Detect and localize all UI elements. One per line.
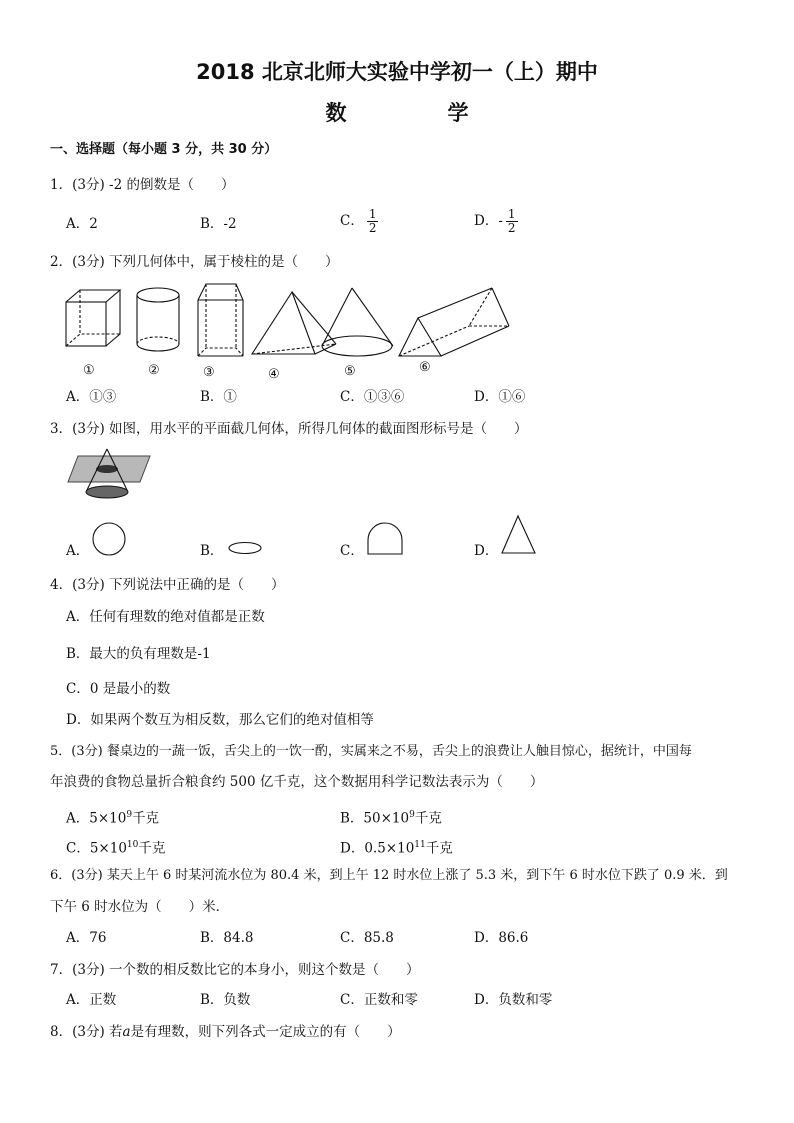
q6-option-a: A．76 <box>66 930 107 946</box>
solid-label-3: ③ <box>203 365 215 380</box>
q5-option-a: A．$5\times 10^9$千克 <box>66 810 160 827</box>
q6-option-c: C．85.8 <box>340 930 394 946</box>
triangle-shape <box>500 514 538 556</box>
prism-3-shape <box>198 284 243 356</box>
cone-cut-figure <box>66 446 156 502</box>
circle-shape <box>92 522 128 556</box>
question-7-stem: 7．(3分) 一个数的相反数比它的本身小，则这个数是（ ） <box>50 962 420 978</box>
q5-option-d: D．$0.5\times 10^{11}$千克 <box>340 840 453 857</box>
q2-option-c: C．①③⑥ <box>340 389 405 405</box>
q5-option-b: B．$50\times 10^9$千克 <box>340 810 442 827</box>
q1-option-d: D．- $\frac{1}{2}$ <box>474 207 516 235</box>
question-2-stem: 2．(3分) 下列几何体中，属于棱柱的是（ ） <box>50 254 339 270</box>
q7-option-a: A．正数 <box>66 992 117 1008</box>
fraction: $\frac{1}{2}$ <box>507 207 516 235</box>
q1-option-c: C． $\frac{1}{2}$ <box>340 207 377 235</box>
q3-option-a: A． <box>66 543 90 559</box>
arch-shape <box>366 522 406 556</box>
q4-option-a: A．任何有理数的绝对值都是正数 <box>66 609 265 625</box>
q3-option-d: D． <box>474 543 499 559</box>
question-6-stem-line1: 6．(3分) 某天上午 6 时某河流水位为 80.4 米，到上午 12 时水位上涨了 5.3 米，到下午 6 时水位下跌了 0.9 米．到 <box>50 868 728 883</box>
q4-option-d: D．如果两个数互为相反数，那么它们的绝对值相等 <box>66 712 374 728</box>
question-5-stem-line2: 年浪费的食物总量折合粮食约 500 亿千克，这个数据用科学记数法表示为（ ） <box>50 774 544 790</box>
cylinder-shape <box>137 288 179 351</box>
question-8-stem: 8．(3分) 若a是有理数，则下列各式一定成立的有（ ） <box>50 1024 401 1040</box>
q6-option-d: D．86.6 <box>474 930 529 946</box>
exam-subject: 数 学 <box>325 101 509 125</box>
q2-option-a: A．①③ <box>66 389 117 405</box>
question-4-stem: 4．(3分) 下列说法中正确的是（ ） <box>50 577 285 593</box>
ellipse-shape <box>228 541 264 555</box>
section-heading: 一、选择题（每小题 3 分，共 30 分） <box>50 142 278 157</box>
triangular-prism-shape <box>399 288 509 356</box>
q1-option-b: B．-2 <box>200 216 237 232</box>
solid-label-2: ② <box>148 363 160 378</box>
solid-label-6: ⑥ <box>419 360 431 375</box>
cube-shape <box>66 290 120 346</box>
solids-figure <box>60 278 510 383</box>
q6-option-b: B．84.8 <box>200 930 254 946</box>
question-1-stem: 1．(3分) -2 的倒数是（ ） <box>50 177 235 193</box>
question-5-stem-line1: 5．(3分) 餐桌边的一蔬一饭，舌尖上的一饮一酌，实属来之不易，舌尖上的浪费让人触目惊心，据统计，中国每 <box>50 744 692 759</box>
solid-label-5: ⑤ <box>344 364 356 379</box>
q3-option-c: C． <box>340 543 364 559</box>
q7-option-b: B．负数 <box>200 992 251 1008</box>
q1-option-a: A．2 <box>66 216 98 232</box>
q4-option-c: C．0 是最小的数 <box>66 681 171 697</box>
solid-label-4: ④ <box>268 367 280 382</box>
exam-title: 2018 北京北师大实验中学初一（上）期中 <box>196 60 598 84</box>
solid-label-1: ① <box>83 363 95 378</box>
q7-option-d: D．负数和零 <box>474 992 553 1008</box>
question-6-stem-line2: 下午 6 时水位为（ ）米． <box>50 899 230 915</box>
q4-option-b: B．最大的负有理数是-1 <box>66 646 211 662</box>
q5-option-c: C．$5\times 10^{10}$千克 <box>66 840 166 857</box>
q2-option-d: D．①⑥ <box>474 389 526 405</box>
pyramid-shape <box>252 292 336 354</box>
q3-option-b: B． <box>200 543 224 559</box>
q2-option-b: B．① <box>200 389 237 405</box>
fraction: $\frac{1}{2}$ <box>368 207 377 235</box>
q7-option-c: C．正数和零 <box>340 992 418 1008</box>
question-3-stem: 3．(3分) 如图，用水平的平面截几何体，所得几何体的截面图形标号是（ ） <box>50 421 528 437</box>
